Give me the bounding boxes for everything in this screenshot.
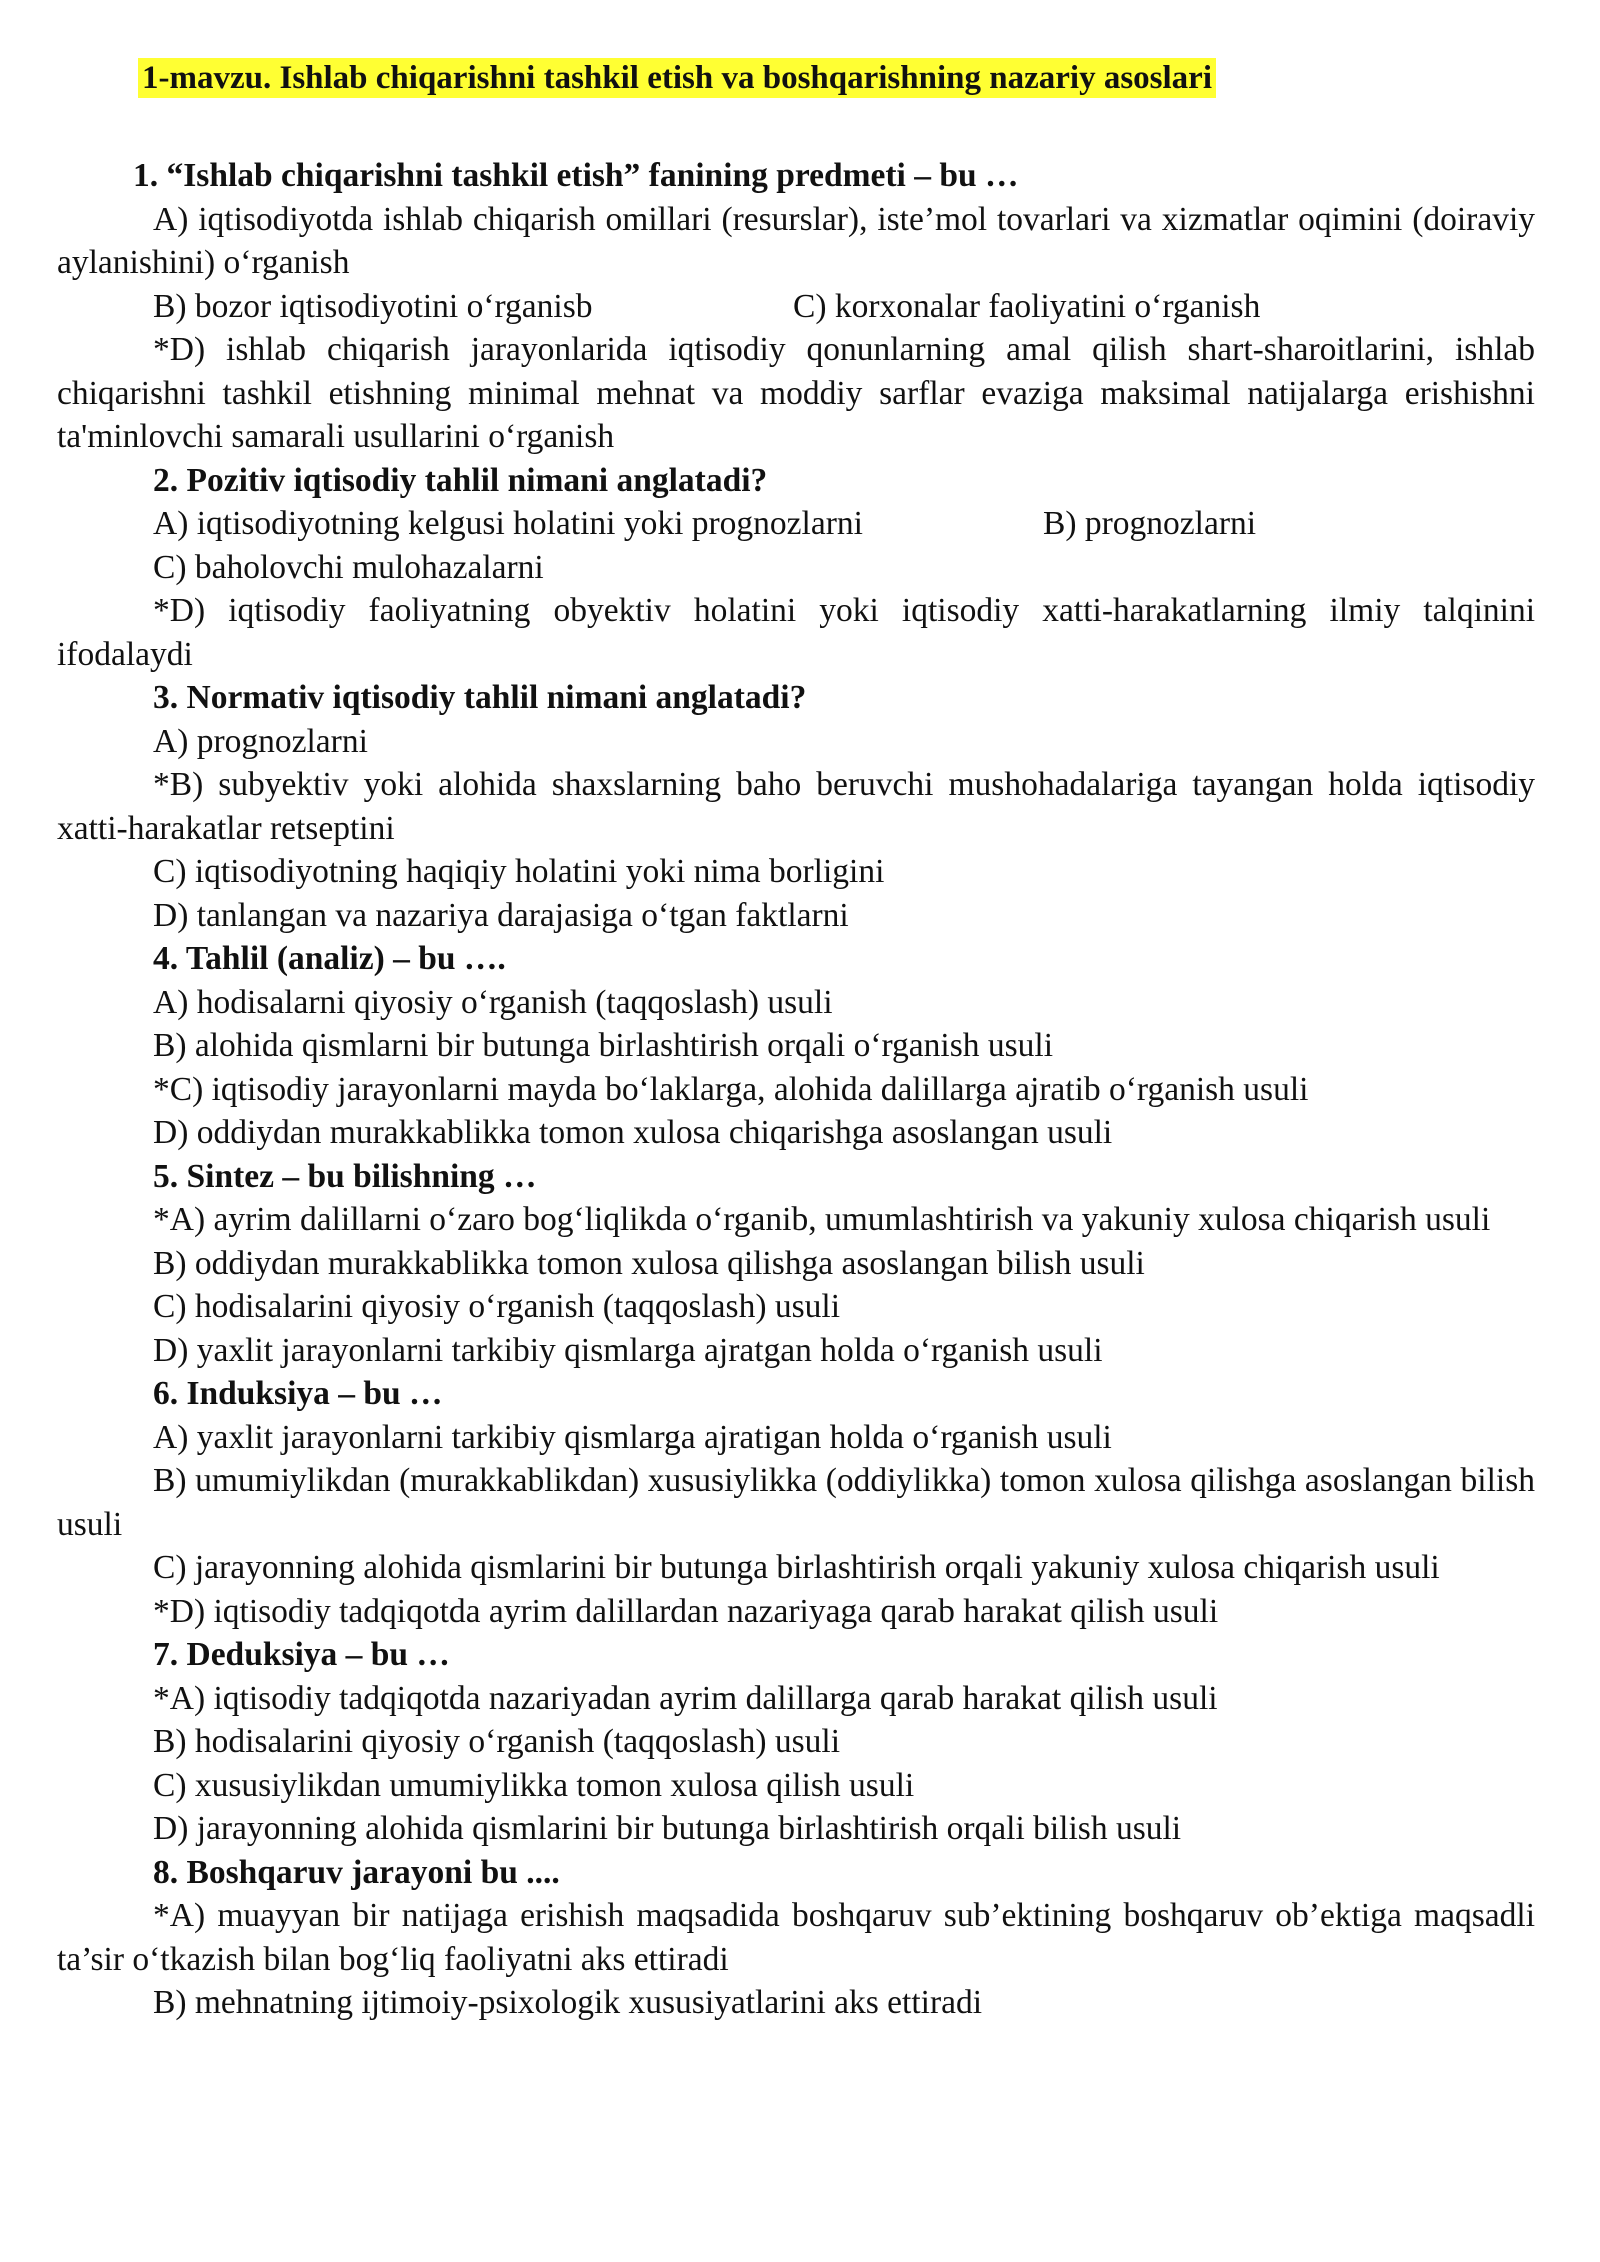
question-7-option-d: D) jarayonning alohida qismlarini bir butunga birlashtirish orqali bilish usuli [153, 1810, 1182, 1847]
question-6-option-d: *D) iqtisodiy tadqiqotda ayrim dalillardan nazariyaga qarab harakat qilish usuli [153, 1592, 1219, 1630]
question-4-option-c: *C) iqtisodiy jarayonlarni mayda bo‘laklarga, alohida dalillarga ajratib o‘rganish usuli [153, 1070, 1309, 1108]
question-1-option-c: C) korxonalar faoliyatini o‘rganish [793, 287, 1261, 325]
question-6-title: 6. Induksiya – bu … [153, 1375, 443, 1412]
question-2-option-c: C) baholovchi mulohazalarni [153, 548, 544, 586]
question-2-option-d: *D) iqtisodiy faoliyatning obyektiv holatini yoki iqtisodiy xatti-harakatlarning ilmiy talqinini ifodalaydi [57, 592, 1535, 673]
question-7-option-a: *A) iqtisodiy tadqiqotda nazariyadan ayrim dalillarga qarab harakat qilish usuli [153, 1679, 1218, 1717]
question-3-option-a: A) prognozlarni [153, 722, 368, 760]
question-list [57, 154, 1535, 2025]
question-4-title: 4. Tahlil (analiz) – bu …. [153, 940, 506, 977]
question-3-option-d: D) tanlangan va nazariya darajasiga o‘tgan faktlarni [153, 896, 849, 934]
question-6-option-a: A) yaxlit jarayonlarni tarkibiy qismlarga ajratigan holda o‘rganish usuli [153, 1418, 1112, 1456]
question-3-title: 3. Normativ iqtisodiy tahlil nimani anglatadi? [153, 679, 807, 716]
question-2-option-b: B) prognozlarni [1043, 505, 1257, 542]
question-5-option-a: *A) ayrim dalillarni o‘zaro bog‘liqlikda o‘rganib, umumlashtirish va yakuniy xulosa chiqarish usuli [153, 1201, 1491, 1238]
question-6-option-b: B) umumiylikdan (murakkablikdan) xususiylikka (oddiylikka) tomon xulosa qilishga asoslangan bilish usuli [57, 1462, 1535, 1543]
question-2-option-a: A) iqtisodiyotning kelgusi holatini yoki prognozlarni [153, 505, 863, 542]
question-3-option-b: *B) subyektiv yoki alohida shaxslarning baho beruvchi mushohadalariga tayangan holda iqtisodiy xatti-harakatlar retseptini [57, 766, 1535, 847]
question-7-option-b: B) hodisalarini qiyosiy o‘rganish (taqqoslash) usuli [153, 1723, 840, 1760]
question-8-option-a: *A) muayyan bir natijaga erishish maqsadida boshqaruv sub’ektining boshqaruv ob’ektiga maqsadli ta’sir o‘tkazish bilan bog‘liq faoliyatni aks ettiradi [57, 1897, 1535, 1978]
question-5-option-c: C) hodisalarini qiyosiy o‘rganish (taqqoslash) usuli [153, 1288, 840, 1325]
question-8-title: 8. Boshqaruv jarayoni bu .... [153, 1853, 560, 1891]
question-4-option-b: B) alohida qismlarni bir butunga birlashtirish orqali o‘rganish usuli [153, 1027, 1054, 1064]
question-5-option-d: D) yaxlit jarayonlarni tarkibiy qismlarga ajratgan holda o‘rganish usuli [153, 1331, 1103, 1369]
question-3-option-c: C) iqtisodiyotning haqiqiy holatini yoki nima borligini [153, 853, 885, 890]
question-2-title: 2. Pozitiv iqtisodiy tahlil nimani anglatadi? [153, 461, 768, 499]
question-7-option-c: C) xususiylikdan umumiylikka tomon xulosa qilish usuli [153, 1766, 915, 1804]
question-4-option-d: D) oddiydan murakkablikka tomon xulosa chiqarishga asoslangan usuli [153, 1114, 1113, 1151]
question-6-option-c: C) jarayonning alohida qismlarini bir butunga birlashtirish orqali yakuniy xulosa chiqarish usuli [153, 1549, 1440, 1586]
question-5-title: 5. Sintez – bu bilishning … [153, 1157, 537, 1195]
question-1-option-b: B) bozor iqtisodiyotini o‘rganisb [153, 287, 593, 325]
question-4-option-a: A) hodisalarni qiyosiy o‘rganish (taqqoslash) usuli [153, 983, 833, 1021]
document-title: 1-mavzu. Ishlab chiqarishni tashkil etish va boshqarishning nazariy asoslari [138, 58, 1216, 98]
question-1-title: 1. “Ishlab chiqarishni tashkil etish” fanining predmeti – bu … [133, 157, 1019, 194]
question-5-option-b: B) oddiydan murakkablikka tomon xulosa qilishga asoslangan bilish usuli [153, 1244, 1145, 1282]
question-2-options-ab [57, 502, 1535, 546]
question-1-option-a: A) iqtisodiyotda ishlab chiqarish omillari (resurslar), iste’mol tovarlari va xizmatlar oqimini (doiraviy aylanishini) o‘rganish [57, 200, 1535, 281]
question-1-options-bc [57, 285, 1535, 329]
question-7-title: 7. Deduksiya – bu … [153, 1636, 450, 1673]
question-1-option-d: *D) ishlab chiqarish jarayonlarida iqtisodiy qonunlarning amal qilish shart-sharoitlarini, ishlab chiqarishni tashkil etishning minimal mehnat va moddiy sarflar evaziga maksimal natijalarga erishishni ta'minlovchi samarali usullarini o‘rganish [57, 331, 1535, 455]
question-8-option-b: B) mehnatning ijtimoiy-psixologik xususiyatlarini aks ettiradi [153, 1984, 983, 2021]
